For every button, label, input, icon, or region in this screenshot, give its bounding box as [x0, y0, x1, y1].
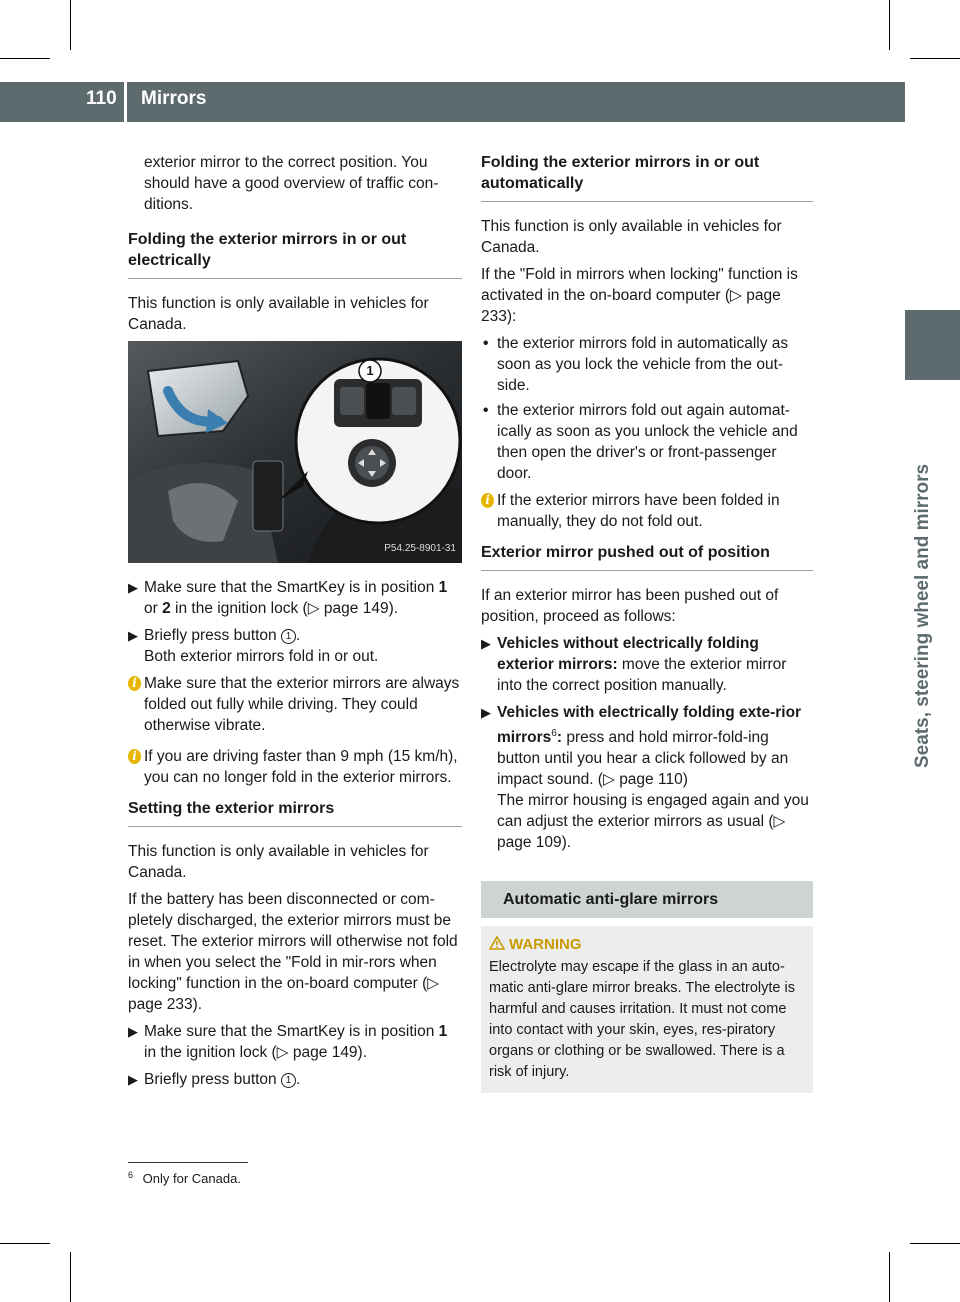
section-heading: Folding the exterior mirrors in or out electrically [128, 229, 462, 279]
mirror-switch-figure [128, 341, 462, 563]
warning-header: WARNING [489, 934, 803, 955]
crop-mark [910, 58, 960, 59]
chapter-title: Seats, steering wheel and mirrors [912, 463, 933, 768]
crop-mark [910, 1243, 960, 1244]
instruction-step: ▶ Briefly press button 1 . [128, 1071, 301, 1088]
section-heading: Exterior mirror pushed out of position [481, 542, 813, 571]
paragraph: If the battery has been disconnected or com-pletely discharged, the exterior mirrors must be reset. The exterior mirrors will otherwise not fold in when you select the "Fold in mir-rors when locking" function in the on-board computer (▷ page 233). [128, 891, 458, 1013]
page-reference: in the ignition lock (▷ page 149). [144, 1044, 368, 1061]
crop-mark [0, 1243, 50, 1244]
footnote: $^6$ Only for Canada. [128, 1162, 248, 1189]
crop-mark [0, 58, 50, 59]
section-title-box: Automatic anti-glare mirrors [481, 881, 813, 918]
paragraph: If the "Fold in mirrors when locking" function is activated in the on-board computer (▷ page 233): [481, 266, 798, 325]
right-column [481, 152, 813, 1093]
section-heading: Folding the exterior mirrors in or out automatically [481, 152, 813, 202]
crop-mark [70, 1252, 71, 1302]
door-panel-illustration [128, 341, 462, 563]
paragraph: If an exterior mirror has been pushed out of position, proceed as follows: [481, 587, 779, 625]
callout-number: 1 [281, 1073, 296, 1088]
triangle-right-icon: ▶ [128, 1024, 138, 1039]
instruction-step: ▶ Make sure that the SmartKey is in position 1 in the ignition lock (▷ page 149). [128, 1023, 448, 1061]
callout-number: 1 [281, 629, 296, 644]
triangle-right-icon: ▶ [481, 705, 491, 720]
footnote-reference: 6 [551, 728, 557, 739]
info-icon: i [481, 493, 494, 508]
crop-mark [889, 1252, 890, 1302]
page-reference: in the ignition lock (▷ page 149). [170, 600, 399, 617]
list-item: • the exterior mirrors fold out again automat-ically as soon as you unlock the vehicle and then open the driver's or front-passenger door. [483, 402, 798, 482]
intro-text: exterior mirror to the correct position. You should have a good overview of traffic con-ditions. [144, 154, 439, 213]
header-divider [124, 82, 127, 122]
left-column [128, 152, 462, 1096]
paragraph: This function is only available in vehicles for Canada. [481, 218, 782, 256]
triangle-right-icon: ▶ [481, 636, 491, 651]
figure-callout: 1 [366, 363, 374, 378]
warning-text: Electrolyte may escape if the glass in an auto-matic anti-glare mirror breaks. The electrolyte is harmful and causes irritation. It must not come into contact with your skin, eyes, res-piratory organs or clothing or be swallowed. There is a risk of injury. [489, 959, 795, 1081]
header-bar [0, 82, 905, 122]
paragraph: This function is only available in vehicles for Canada. [128, 843, 429, 881]
info-icon: i [128, 676, 141, 691]
warning-triangle-icon [489, 936, 505, 950]
info-note: i Make sure that the exterior mirrors are always folded out fully while driving. They could otherwise vibrate. [128, 673, 462, 736]
list-item: • the exterior mirrors fold in automatically as soon as you lock the vehicle from the out-side. [483, 335, 789, 394]
info-note: i If you are driving faster than 9 mph (15 km/h), you can no longer fold in the exterior mirrors. [128, 746, 462, 788]
instruction-step: ▶ Vehicles with electrically folding exte-rior mirrors$^6$: press and hold mirror-fold-ing button until you hear a click followed by an impact sound. (▷ page 110) The mirror housing is engaged again and you can adjust the exterior mirrors as usual (▷ page 109). [481, 704, 809, 852]
paragraph: This function is only available in vehicles for Canada. [128, 295, 429, 333]
instruction-step: ▶ Make sure that the SmartKey is in position 1 or 2 in the ignition lock (▷ page 149). [128, 579, 448, 617]
section-heading: Setting the exterior mirrors [128, 798, 462, 827]
page-title: Mirrors [141, 88, 207, 109]
instruction-step: ▶ Briefly press button 1 . Both exterior mirrors fold in or out. [128, 627, 379, 665]
triangle-right-icon: ▶ [128, 1072, 138, 1087]
page-number: 110 [86, 88, 117, 109]
info-note: i If the exterior mirrors have been folded in manually, they do not fold out. [481, 490, 813, 532]
side-tab [905, 310, 960, 380]
instruction-step: ▶ Vehicles without electrically folding exterior mirrors: move the exterior mirror into the correct position manually. [481, 635, 787, 694]
info-icon: i [128, 749, 141, 764]
triangle-right-icon: ▶ [128, 628, 138, 643]
crop-mark [889, 0, 890, 50]
warning-box [481, 926, 813, 1093]
crop-mark [70, 0, 71, 50]
figure-code: P54.25-8901-31 [384, 543, 456, 554]
triangle-right-icon: ▶ [128, 580, 138, 595]
